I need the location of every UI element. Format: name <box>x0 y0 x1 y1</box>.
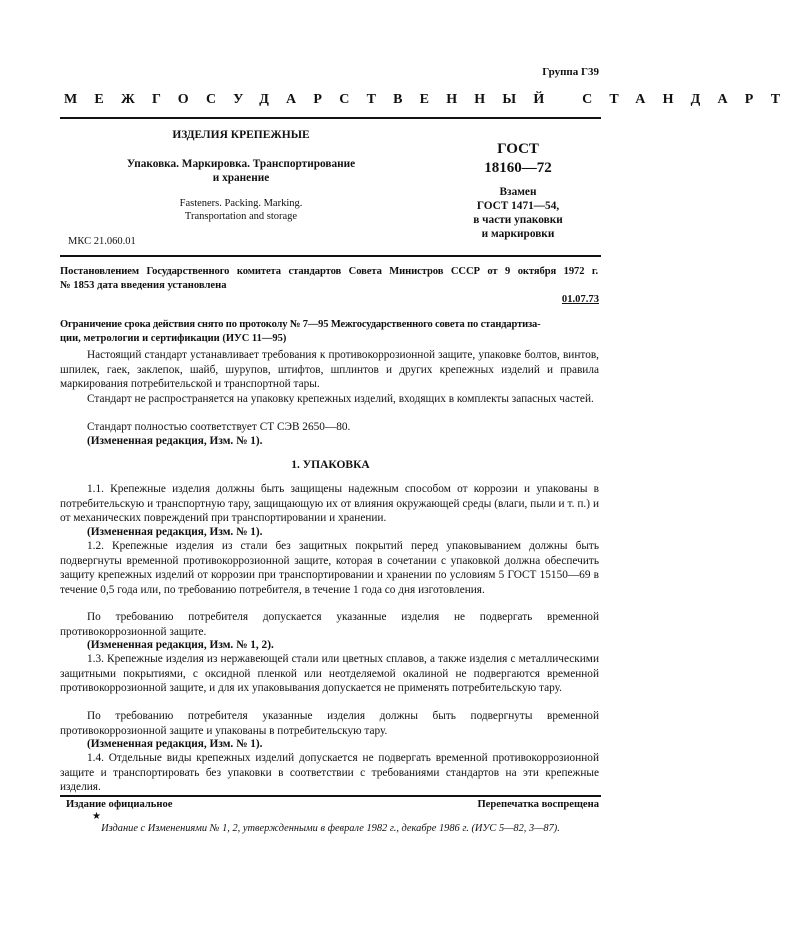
clause-1-1-note: (Измененная редакция, Изм. № 1). <box>87 526 263 538</box>
standard-banner: МЕЖГОСУДАРСТВЕННЫЙ СТАНДАРТ <box>64 92 797 107</box>
gost-label: ГОСТ <box>497 141 539 157</box>
intro-paragraph-1: Настоящий стандарт устанавливает требования к противокоррозионной защите, упаковке болтов, винтов, шпилек, гаек, заклепок, шайб, шурупов, штифтов, шплинтов и других крепежных изделий и правила маркирования потребительской и транспортной тары. <box>60 349 599 391</box>
limitation-line-1: Ограничение срока действия снято по протоколу № 7—95 Межгосударственного совета по стандартиза- <box>60 319 541 330</box>
clause-1-4: 1.4. Отдельные виды крепежных изделий допускается не подвергать временной противокоррозионной защите и транспортировать без упаковки в соответствии с требованиями стандартов на эти крепежные изделия. <box>60 752 599 794</box>
title-main: ИЗДЕЛИЯ КРЕПЕЖНЫЕ <box>172 129 310 141</box>
clause-1-3: 1.3. Крепежные изделия из нержавеющей стали или цветных сплавов, а также изделия с металлическими защитными покрытиями, с оксидной пленкой или неотделяемой окалиной не подвергаются временной противокоррозионной защите, и для их упаковывания допускается не применять потребительскую тару. <box>60 653 599 695</box>
footer-rule <box>60 795 601 797</box>
official-edition: Издание официальное <box>66 799 173 810</box>
clause-1-1: 1.1. Крепежные изделия должны быть защищены надежным способом от коррозии и упакованы в потребительскую и транспортную тару, защищающую их от влияния окружающей среды (влаги, пыли и т. п.) и от механических повреждений при транспортировании и хранении. <box>60 483 599 525</box>
replaces-2: ГОСТ 1471—54, <box>476 200 560 212</box>
replaces-4: и маркировки <box>481 228 555 240</box>
decree-line-1: Постановлением Государственного комитета стандартов Совета Министров СССР от 9 октября 1972 г. <box>60 266 598 277</box>
clause-1-3-option: По требованию потребителя указанные изделия должны быть подвергнуты временной противокоррозионной защите и упакованы в потребительскую тару. <box>60 710 599 737</box>
title-en-2: Transportation and storage <box>184 211 298 222</box>
star-icon: ★ <box>92 811 101 822</box>
reprint-prohibited: Перепечатка воспрещена <box>477 799 599 810</box>
mks-code: МКС 21.060.01 <box>68 236 136 247</box>
intro-paragraph-3: Стандарт полностью соответствует СТ СЭВ 2650—80. <box>87 421 351 433</box>
intro-paragraph-2: Стандарт не распространяется на упаковку крепежных изделий, входящих в комплекты запасных частей. <box>87 393 594 405</box>
edition-note: Издание с Изменениями № 1, 2, утвержденными в феврале 1982 г., декабре 1986 г. (ИУС 5—82, 3—87). <box>101 823 560 834</box>
replaces-3: в части упаковки <box>473 214 563 226</box>
intro-amendment-note: (Измененная редакция, Изм. № 1). <box>87 435 263 447</box>
group-code: Группа Г39 <box>542 66 599 78</box>
clause-1-2-option: По требованию потребителя допускается указанные изделия не подвергать временной противокоррозионной защите. <box>60 611 599 638</box>
decree-line-2: № 1853 дата введения установлена <box>60 280 227 291</box>
clause-1-2: 1.2. Крепежные изделия из стали без защитных покрытий перед упаковыванием должны быть подвергнуты временной противокоррозионной защите, которая в сочетании с упаковкой должна обеспечить защиту крепежных изделий от коррозии при транспортировании и хранении по условиям 5 ГОСТ 15150—69 в течение 0,5 года или, по требованию потребителя, в течение 1 года со дня изготовления. <box>60 540 599 596</box>
clause-1-2-note: (Измененная редакция, Изм. № 1, 2). <box>87 639 274 651</box>
top-rule <box>60 117 601 119</box>
limitation-line-2: ции, метрологии и сертификации (ИУС 11—95) <box>60 333 287 344</box>
replaces-1: Взамен <box>499 186 537 198</box>
title-sub-2: и хранение <box>212 172 270 184</box>
title-sub-1: Упаковка. Маркировка. Транспортирование <box>126 158 356 170</box>
header-rule <box>60 255 601 257</box>
clause-1-3-note: (Измененная редакция, Изм. № 1). <box>87 738 263 750</box>
title-en-1: Fasteners. Packing. Marking. <box>179 198 303 209</box>
gost-number: 18160—72 <box>484 160 552 176</box>
decree-date: 01.07.73 <box>561 294 599 305</box>
section-1-heading: 1. УПАКОВКА <box>291 459 370 471</box>
